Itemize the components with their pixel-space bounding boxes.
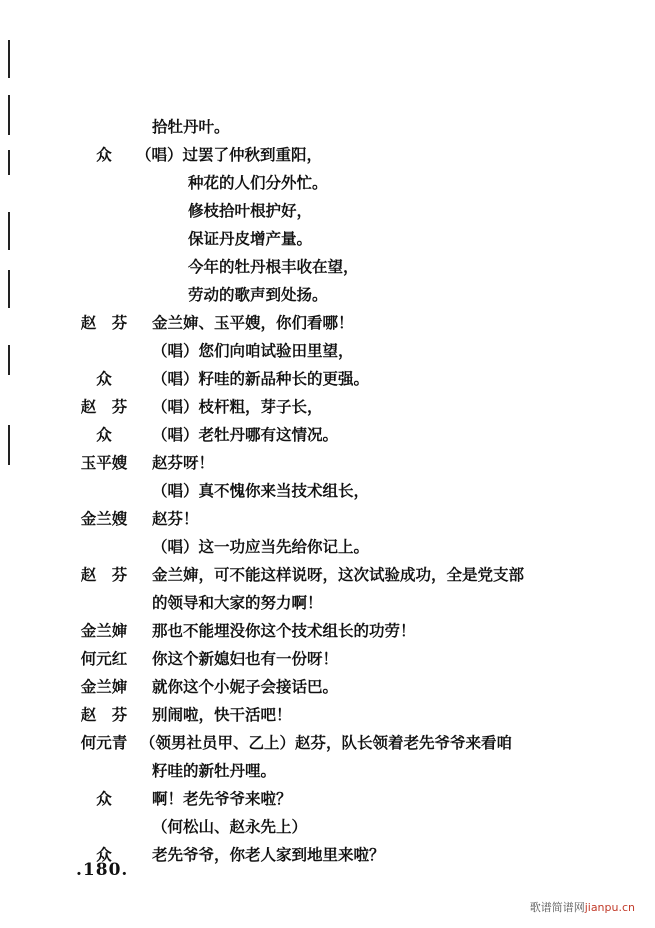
page-edge-mark bbox=[8, 212, 10, 250]
line-text: （唱）这一功应当先给你记上。 bbox=[152, 537, 370, 556]
line-text: （唱）枝杆粗，芽子长， bbox=[152, 397, 323, 416]
line-text: 金兰婶、玉平嫂，你们看哪！ bbox=[152, 313, 354, 332]
speaker-name: 赵 芬 bbox=[80, 397, 128, 416]
line-text: 就你这个小妮子会接话巴。 bbox=[152, 677, 339, 696]
speaker-name: 众 bbox=[96, 789, 112, 808]
line-text: 那也不能埋没你这个技术组长的功劳！ bbox=[152, 621, 416, 640]
speaker-name: 众 bbox=[96, 425, 112, 444]
speaker-name: 众 bbox=[96, 845, 112, 864]
speaker-name: 玉平嫂 bbox=[80, 453, 128, 472]
speaker-name: 赵 芬 bbox=[80, 565, 128, 584]
line-text: 别闹啦，快干活吧！ bbox=[152, 705, 292, 724]
line-text: 劳动的歌声到处扬。 bbox=[188, 285, 328, 304]
line-text: 赵芬呀！ bbox=[152, 453, 215, 472]
page-number: .180. bbox=[76, 860, 129, 880]
page-edge-mark bbox=[8, 270, 10, 308]
speaker-name: 金兰婶 bbox=[80, 677, 128, 696]
watermark-site-name: 歌谱简谱网 bbox=[529, 901, 585, 914]
line-text: （唱）籽哇的新品种长的更强。 bbox=[152, 369, 370, 388]
speaker-name: 赵 芬 bbox=[80, 313, 128, 332]
line-text: 拾牡丹叶。 bbox=[152, 117, 230, 136]
line-text: 的领导和大家的努力啊！ bbox=[152, 593, 323, 612]
speaker-name: 何元红 bbox=[80, 649, 128, 668]
line-text: （唱）您们向咱试验田里望， bbox=[152, 341, 354, 360]
speaker-name: 何元青 bbox=[80, 733, 128, 752]
line-text: 你这个新媳妇也有一份呀！ bbox=[152, 649, 339, 668]
speaker-name: 众 bbox=[96, 369, 112, 388]
speaker-name: 金兰嫂 bbox=[80, 509, 128, 528]
line-text: （何松山、赵永先上） bbox=[152, 817, 308, 836]
line-text: （唱）过罢了仲秋到重阳， bbox=[136, 145, 323, 164]
line-text: 老先爷爷，你老人家到地里来啦？ bbox=[152, 845, 385, 864]
line-text: 今年的牡丹根丰收在望， bbox=[188, 257, 359, 276]
watermark bbox=[530, 899, 635, 915]
line-text: 种花的人们分外忙。 bbox=[188, 173, 328, 192]
line-text: （领男社员甲、乙上）赵芬，队长领着老先爷爷来看咱 bbox=[140, 733, 513, 752]
line-text: 啊！老先爷爷来啦？ bbox=[152, 789, 292, 808]
speaker-name: 赵 芬 bbox=[80, 705, 128, 724]
watermark-domain: jianpu.cn bbox=[584, 901, 635, 914]
line-text: 金兰婶，可不能这样说呀，这次试验成功，全是党支部 bbox=[152, 565, 525, 584]
line-text: 籽哇的新牡丹哩。 bbox=[152, 761, 277, 780]
line-text: 修枝拾叶根护好， bbox=[188, 201, 313, 220]
line-text: （唱）真不愧你来当技术组长， bbox=[152, 481, 370, 500]
line-text: （唱）老牡丹哪有这情况。 bbox=[152, 425, 339, 444]
page-edge-mark bbox=[8, 150, 10, 175]
page-edge-mark bbox=[8, 95, 10, 135]
speaker-name: 金兰婶 bbox=[80, 621, 128, 640]
line-text: 赵芬！ bbox=[152, 509, 199, 528]
page-edge-mark bbox=[8, 40, 10, 78]
page-edge-mark bbox=[8, 425, 10, 465]
page-edge-mark bbox=[8, 345, 10, 375]
line-text: 保证丹皮增产量。 bbox=[188, 229, 313, 248]
speaker-name: 众 bbox=[96, 145, 112, 164]
